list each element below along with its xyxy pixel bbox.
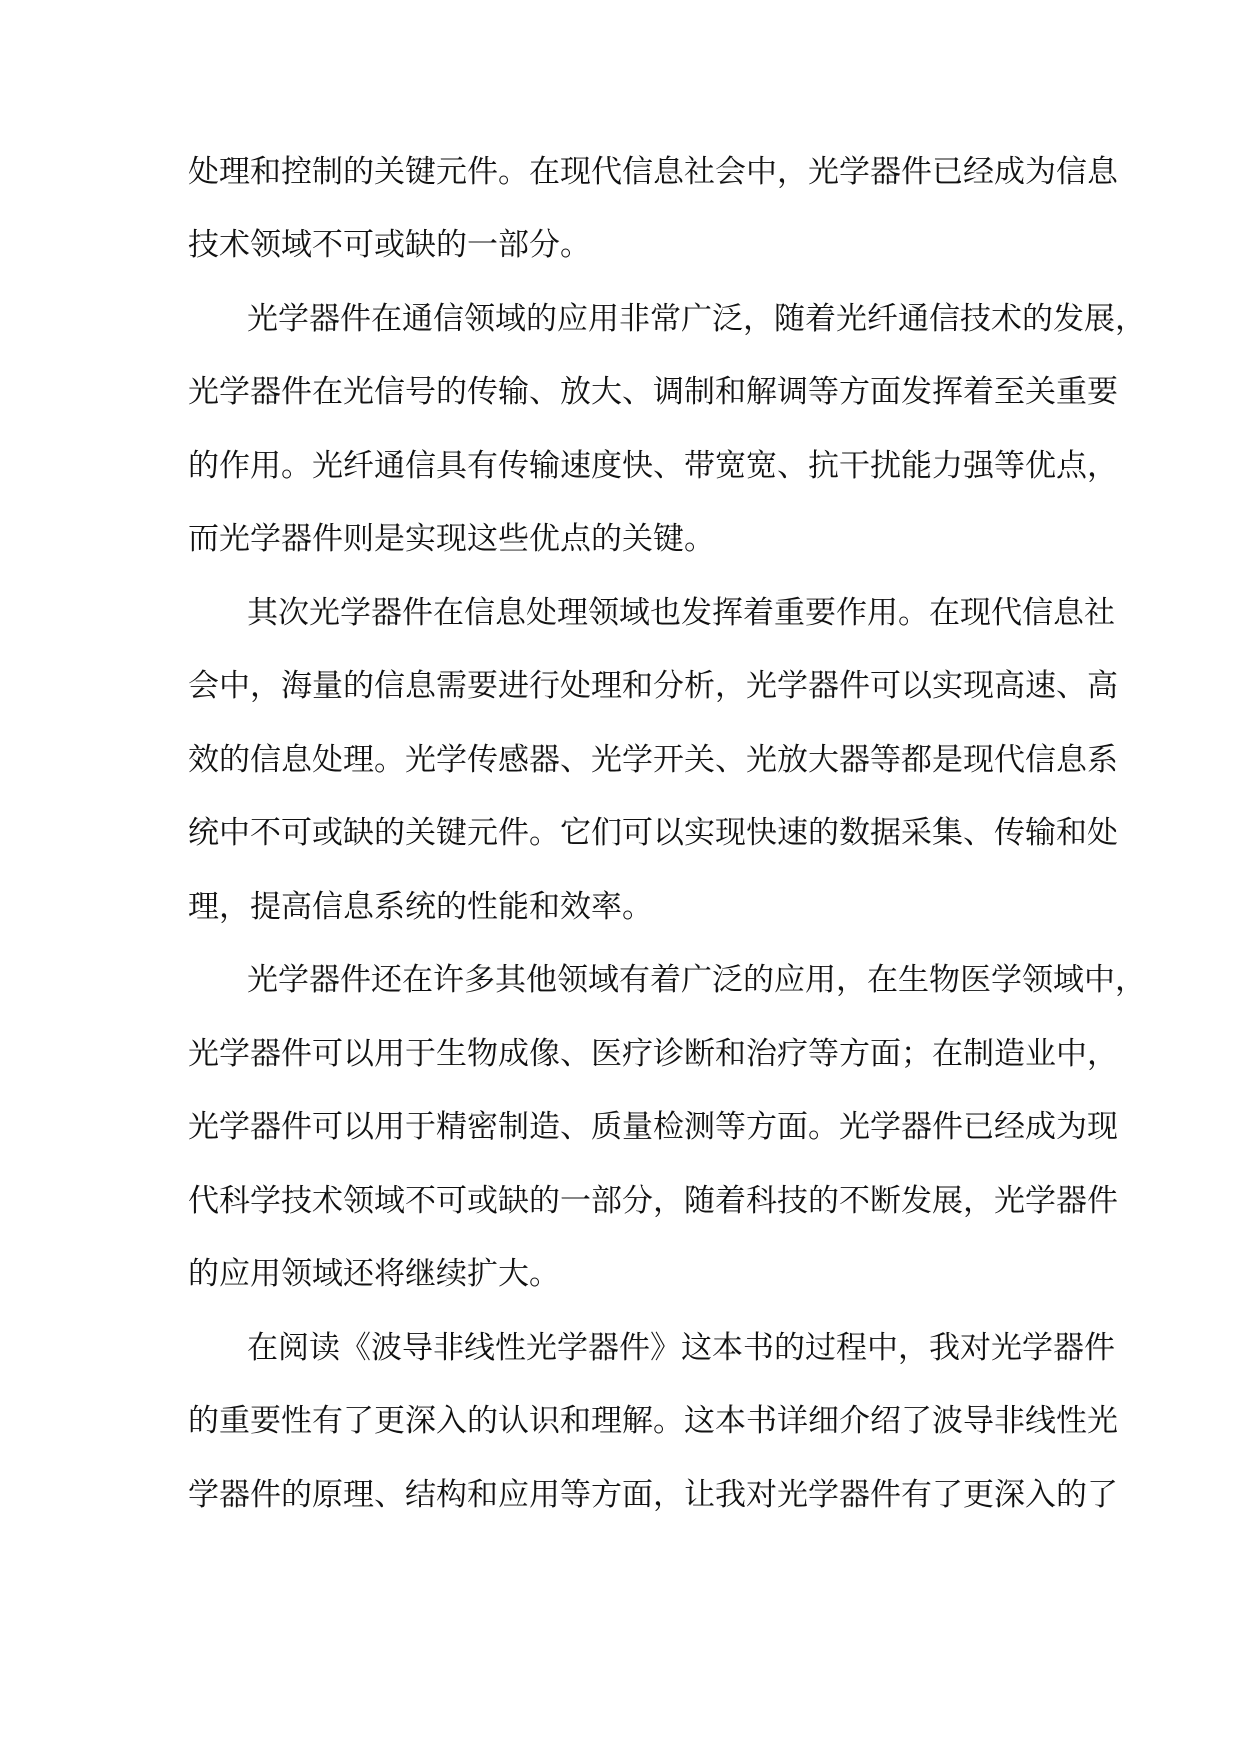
text-line: 光学器件可以用于精密制造、质量检测等方面。光学器件已经成为现 [188,1109,1118,1145]
text-line: 的应用领域还将继续扩大。 [188,1256,560,1292]
text-line: 的重要性有了更深入的认识和理解。这本书详细介绍了波导非线性光 [188,1403,1118,1439]
text-line: 学器件的原理、结构和应用等方面，让我对光学器件有了更深入的了 [188,1477,1118,1513]
text-line: 效的信息处理。光学传感器、光学开关、光放大器等都是现代信息系 [188,742,1118,778]
text-line: 代科学技术领域不可或缺的一部分，随着科技的不断发展，光学器件 [188,1183,1118,1219]
text-line: 光学器件在光信号的传输、放大、调制和解调等方面发挥着至关重要 [188,374,1118,410]
text-line: 光学器件可以用于生物成像、医疗诊断和治疗等方面；在制造业中， [188,1036,1118,1072]
text-line: 光学器件在通信领域的应用非常广泛，随着光纤通信技术的发展， [247,301,1146,337]
text-line: 理，提高信息系统的性能和效率。 [188,889,653,925]
text-line: 技术领域不可或缺的一部分。 [188,227,591,263]
text-line: 其次光学器件在信息处理领域也发挥着重要作用。在现代信息社 [247,595,1115,631]
text-line: 的作用。光纤通信具有传输速度快、带宽宽、抗干扰能力强等优点， [188,448,1118,484]
text-line: 统中不可或缺的关键元件。它们可以实现快速的数据采集、传输和处 [188,815,1118,851]
text-line: 在阅读《波导非线性光学器件》这本书的过程中，我对光学器件 [247,1330,1115,1366]
text-line: 会中，海量的信息需要进行处理和分析，光学器件可以实现高速、高 [188,668,1118,704]
text-line: 光学器件还在许多其他领域有着广泛的应用，在生物医学领域中， [247,962,1146,998]
text-line: 而光学器件则是实现这些优点的关键。 [188,521,715,557]
text-line: 处理和控制的关键元件。在现代信息社会中，光学器件已经成为信息 [188,154,1118,190]
